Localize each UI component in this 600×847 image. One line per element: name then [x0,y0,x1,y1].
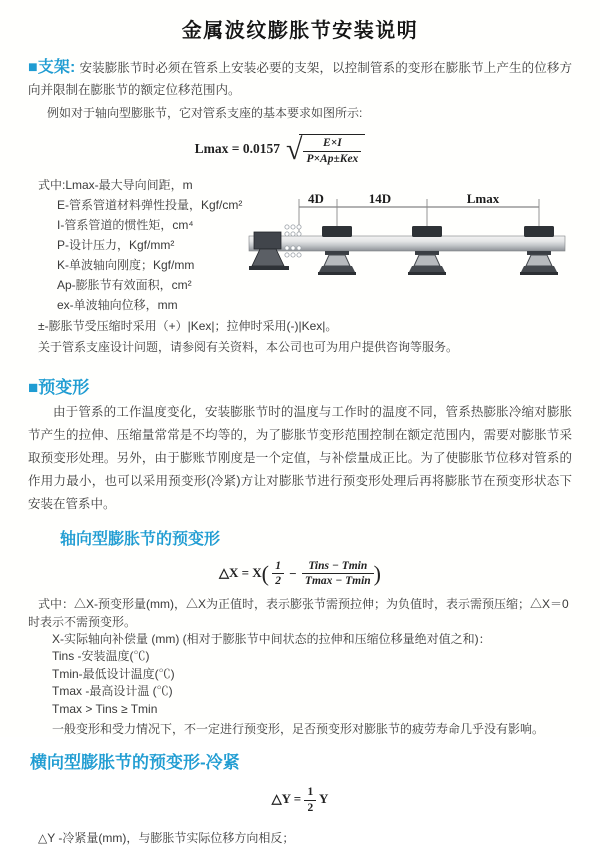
lateral-formula [28,785,572,815]
close-paren: ) [373,560,381,586]
page-title: 金属波纹膨胀节安装说明 [181,20,419,42]
lmax-formula-denominator: P×Ap±Kex [306,152,359,165]
lateral-formula-lhs: △Y = [271,791,302,807]
lateral-frac-den: 2 [307,801,314,814]
support-example-line: 例如对于轴向型膨胀节，它对管系支座的基本要求如图所示: [47,106,363,120]
tmin-definition: Tmin-最低设计温度(℃) [52,666,175,681]
support-intro-text: 安装膨胀节时必须在管系上安装必要的支架，以控制管系的变形在膨胀节上产生的位移方向并限制在膨胀节的额定位移范围内。 [28,61,572,97]
predeform-paragraph: 由于管系的工作温度变化，安装膨胀节时的温度与工作时的温度不同，管系热膨胀冷缩对膨胀节产生的拉伸、压缩量常常是不均等的，为了膨胀节变形范围控制在额定范围内，需要对膨胀节采取预变形处理。另外，由于膨账节刚度是一个定值，与补偿量成正比。为了使膨胀节位移对管系的作用力最小，也可以采用预变形(冷紧)方让对膨胀节进行预变形处理后再将膨胀节在预变形状态下安装在管系中。 [28,405,572,511]
dim-label-4d: 4D [308,191,324,206]
axial-x-definition: X-实际轴向补偿量 (mm) (相对于膨胀节中间状态的拉伸和压缩位移量绝对值之和)： [52,631,491,646]
minus-operator: − [289,565,297,581]
support-intro-paragraph [28,57,572,101]
definition-P: P-设计压力，Kgf/mm² [57,238,175,252]
radical-sign: √ [286,133,303,166]
tins-definition: Tins -安装温度(℃) [52,649,150,664]
axial-frac1-num: 1 [272,559,284,574]
lmax-formula-numerator: E×I [303,136,361,151]
section-heading-predeform: ■预变形 [28,378,90,397]
definition-E: E-管系管道材料弹性投量，Kgf/cm² [57,198,243,212]
dim-label-lmax: Lmax [466,191,500,206]
pipe-support-diagram [247,190,597,288]
axial-frac1-den: 2 [275,575,281,588]
lmax-formula [28,133,532,167]
plus-minus-note: ±-膨胀节受压缩时采用（+）|Kex|；拉伸时采用(-)|Kex|。 [38,319,338,333]
lateral-frac-num: 1 [304,785,316,800]
radicand [299,134,365,166]
definitions-where-label: 式中:Lmax-最大导向间距，m [38,178,193,192]
temperature-inequality: Tmax > Tins ≥ Tmin [52,701,158,716]
axial-formula-lhs: △X = X [218,564,262,580]
axial-frac2-num: Tins − Tmin [302,559,374,574]
lateral-formula-rhs: Y [318,791,329,807]
lateral-note: △Y -冷紧量(mm)，与膨胀节实际位移方向相反； [38,831,295,845]
definition-Ap: Ap-膨胀节有效面积，cm² [57,278,192,292]
axial-frac2-den: Tmax − Tmin [304,575,371,588]
dim-label-14d: 14D [368,191,392,206]
heading-axial-predeform: 轴向型膨胀节的预变形 [60,531,221,548]
axial-general-note: 一般变形和受力情况下，不一定进行预变形，足否预变形对膨胀节的疲劳寿命几乎没有影响。 [52,722,545,737]
section-heading-support: ■支架: [28,59,76,76]
service-note: 关于管系支座设计问题，请参阅有关资料，本公司也可为用户提供咨询等服务。 [38,340,459,354]
axial-formula [28,559,572,589]
lmax-formula-lhs: Lmax = 0.0157 [194,141,280,157]
pipe [249,236,565,251]
definition-I: I-管系管道的惯性矩，cm⁴ [57,218,194,232]
pipe-support-diagram-svg [247,190,597,288]
axial-where-paragraph: 式中：△X-预变形量(mm)，△X为正值时，表示膨张节需预拉伸；为负值时，表示需预压缩；△X＝0时表示不需预变形。 [28,596,569,629]
heading-lateral-predeform: 横向型膨胀节的预变形-冷紧 [30,753,240,773]
definition-K: K-单波轴向刚度；Kgf/mm [57,258,195,272]
definition-ex: ex-单波轴向位移，mm [57,298,178,312]
open-paren: ( [261,560,269,586]
tmax-definition: Tmax -最高设计温 (℃) [52,684,173,699]
